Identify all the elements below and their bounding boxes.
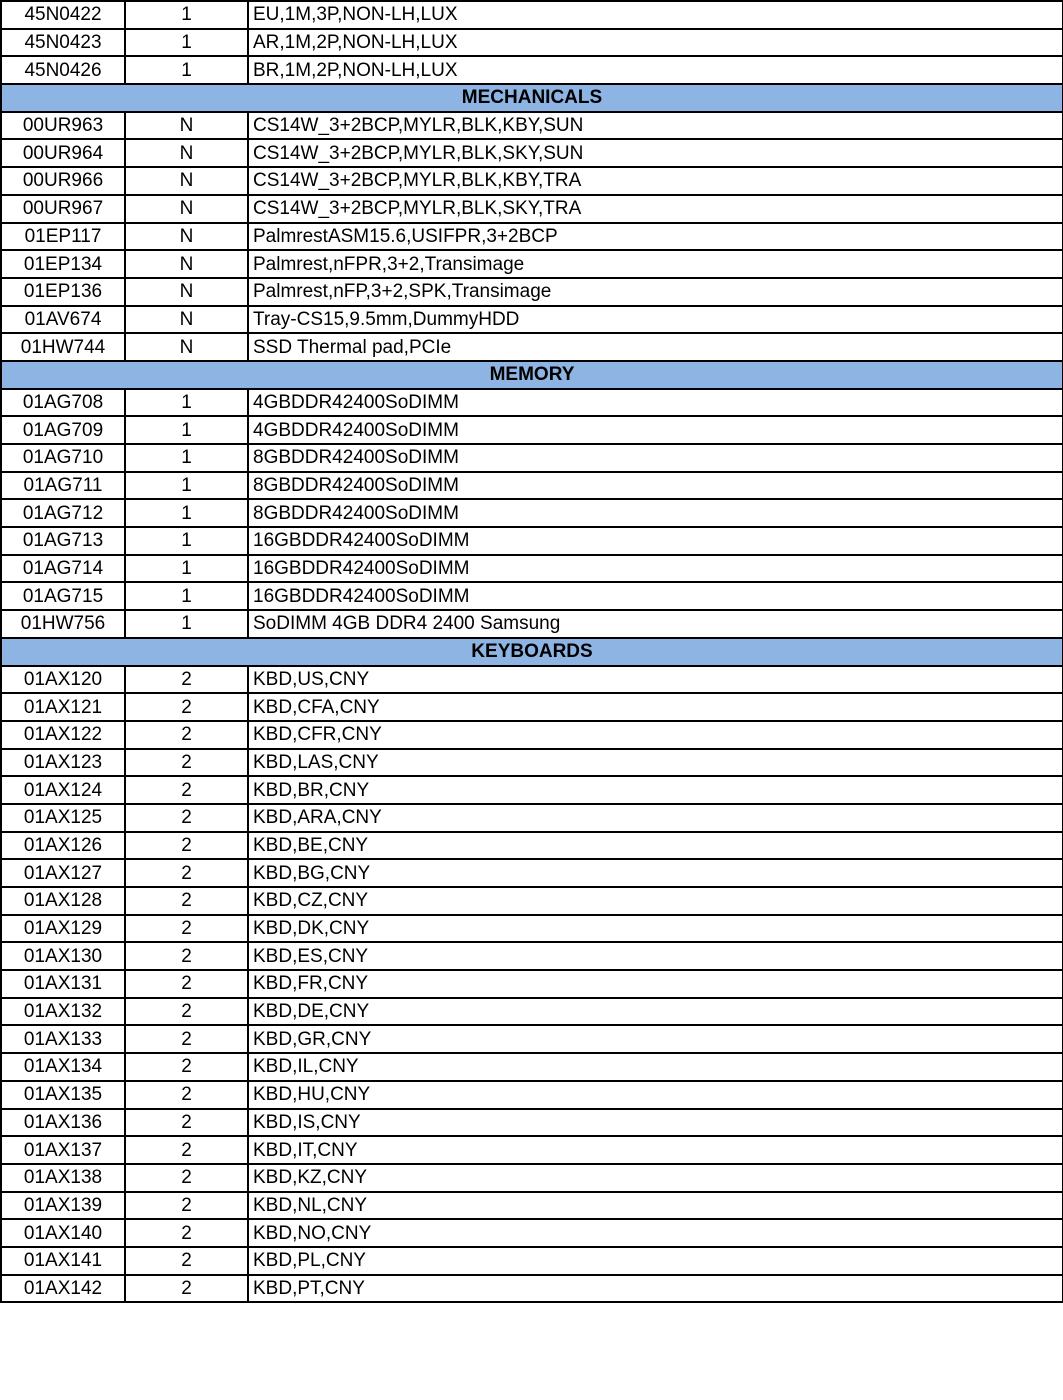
description-cell: SSD Thermal pad,PCIe [248,333,1063,361]
quantity-cell: 2 [125,776,248,804]
table-row [1,693,1063,721]
part-number-cell: 01HW744 [1,333,125,361]
quantity-cell: 2 [125,749,248,777]
quantity-cell: N [125,306,248,334]
part-number-cell: 00UR966 [1,167,125,195]
section-header-row [1,638,1063,666]
table-row [1,970,1063,998]
table-row [1,1,1063,29]
quantity-cell: 1 [125,527,248,555]
quantity-cell: 2 [125,887,248,915]
table-row [1,1275,1063,1303]
description-cell: Palmrest,nFPR,3+2,Transimage [248,250,1063,278]
table-row [1,278,1063,306]
description-cell: KBD,FR,CNY [248,970,1063,998]
table-row [1,666,1063,694]
part-number-cell: 01AX129 [1,915,125,943]
part-number-cell: 01AX138 [1,1164,125,1192]
quantity-cell: 1 [125,56,248,84]
parts-table-body [1,1,1063,1302]
description-cell: KBD,NO,CNY [248,1219,1063,1247]
part-number-cell: 01AX120 [1,666,125,694]
part-number-cell: 01AG709 [1,416,125,444]
table-row [1,195,1063,223]
description-cell: KBD,DK,CNY [248,915,1063,943]
description-cell: KBD,IT,CNY [248,1136,1063,1164]
description-cell: CS14W_3+2BCP,MYLR,BLK,KBY,TRA [248,167,1063,195]
table-row [1,389,1063,417]
table-row [1,1164,1063,1192]
description-cell: KBD,IL,CNY [248,1053,1063,1081]
quantity-cell: N [125,250,248,278]
part-number-cell: 45N0423 [1,29,125,57]
part-number-cell: 01AX140 [1,1219,125,1247]
part-number-cell: 01AX141 [1,1247,125,1275]
part-number-cell: 01HW756 [1,610,125,638]
table-row [1,1247,1063,1275]
description-cell: SoDIMM 4GB DDR4 2400 Samsung [248,610,1063,638]
part-number-cell: 45N0422 [1,1,125,29]
description-cell: 16GBDDR42400SoDIMM [248,555,1063,583]
table-row [1,1025,1063,1053]
table-row [1,859,1063,887]
table-row [1,499,1063,527]
quantity-cell: N [125,223,248,251]
quantity-cell: 2 [125,1136,248,1164]
description-cell: KBD,BE,CNY [248,832,1063,860]
quantity-cell: 2 [125,1192,248,1220]
table-row [1,250,1063,278]
table-row [1,582,1063,610]
part-number-cell: 01AX126 [1,832,125,860]
description-cell: KBD,LAS,CNY [248,749,1063,777]
part-number-cell: 01AX130 [1,942,125,970]
part-number-cell: 00UR964 [1,139,125,167]
table-row [1,998,1063,1026]
table-row [1,776,1063,804]
quantity-cell: 2 [125,970,248,998]
quantity-cell: 2 [125,832,248,860]
description-cell: KBD,BG,CNY [248,859,1063,887]
quantity-cell: N [125,333,248,361]
description-cell: 16GBDDR42400SoDIMM [248,527,1063,555]
part-number-cell: 01EP117 [1,223,125,251]
part-number-cell: 01AX127 [1,859,125,887]
part-number-cell: 01AX139 [1,1192,125,1220]
description-cell: 4GBDDR42400SoDIMM [248,389,1063,417]
table-row [1,832,1063,860]
part-number-cell: 01AX125 [1,804,125,832]
part-number-cell: 01AX133 [1,1025,125,1053]
quantity-cell: 1 [125,29,248,57]
quantity-cell: 2 [125,693,248,721]
description-cell: 8GBDDR42400SoDIMM [248,472,1063,500]
part-number-cell: 01AX135 [1,1081,125,1109]
quantity-cell: 2 [125,1219,248,1247]
quantity-cell: 1 [125,1,248,29]
part-number-cell: 01AX142 [1,1275,125,1303]
quantity-cell: N [125,112,248,140]
description-cell: KBD,ARA,CNY [248,804,1063,832]
description-cell: 8GBDDR42400SoDIMM [248,499,1063,527]
section-header: MEMORY [1,361,1063,389]
table-row [1,721,1063,749]
table-row [1,942,1063,970]
quantity-cell: 2 [125,1053,248,1081]
part-number-cell: 01AG711 [1,472,125,500]
quantity-cell: 2 [125,1275,248,1303]
description-cell: 8GBDDR42400SoDIMM [248,444,1063,472]
table-row [1,167,1063,195]
table-row [1,1053,1063,1081]
description-cell: 16GBDDR42400SoDIMM [248,582,1063,610]
quantity-cell: N [125,167,248,195]
table-row [1,1192,1063,1220]
section-header-row [1,84,1063,112]
part-number-cell: 01EP136 [1,278,125,306]
description-cell: KBD,CFR,CNY [248,721,1063,749]
part-number-cell: 01AG710 [1,444,125,472]
description-cell: KBD,GR,CNY [248,1025,1063,1053]
part-number-cell: 01EP134 [1,250,125,278]
quantity-cell: 2 [125,721,248,749]
section-header: KEYBOARDS [1,638,1063,666]
part-number-cell: 01AX123 [1,749,125,777]
description-cell: KBD,PT,CNY [248,1275,1063,1303]
quantity-cell: 1 [125,416,248,444]
table-row [1,1219,1063,1247]
quantity-cell: 2 [125,1247,248,1275]
description-cell: KBD,KZ,CNY [248,1164,1063,1192]
table-row [1,749,1063,777]
table-row [1,223,1063,251]
quantity-cell: 2 [125,666,248,694]
table-row [1,112,1063,140]
description-cell: CS14W_3+2BCP,MYLR,BLK,SKY,TRA [248,195,1063,223]
part-number-cell: 01AX131 [1,970,125,998]
quantity-cell: 2 [125,1081,248,1109]
description-cell: KBD,NL,CNY [248,1192,1063,1220]
quantity-cell: 2 [125,804,248,832]
quantity-cell: 2 [125,1164,248,1192]
table-row [1,1109,1063,1137]
quantity-cell: 2 [125,915,248,943]
description-cell: Tray-CS15,9.5mm,DummyHDD [248,306,1063,334]
table-row [1,1081,1063,1109]
description-cell: KBD,BR,CNY [248,776,1063,804]
part-number-cell: 01AV674 [1,306,125,334]
quantity-cell: N [125,278,248,306]
table-row [1,444,1063,472]
table-row [1,472,1063,500]
table-row [1,555,1063,583]
table-row [1,610,1063,638]
quantity-cell: 2 [125,998,248,1026]
quantity-cell: 1 [125,389,248,417]
quantity-cell: 1 [125,499,248,527]
part-number-cell: 01AX121 [1,693,125,721]
part-number-cell: 01AG713 [1,527,125,555]
description-cell: KBD,HU,CNY [248,1081,1063,1109]
quantity-cell: 2 [125,1025,248,1053]
part-number-cell: 01AX134 [1,1053,125,1081]
table-row [1,527,1063,555]
table-row [1,56,1063,84]
table-row [1,306,1063,334]
part-number-cell: 01AG714 [1,555,125,583]
part-number-cell: 01AG715 [1,582,125,610]
part-number-cell: 45N0426 [1,56,125,84]
part-number-cell: 00UR967 [1,195,125,223]
description-cell: KBD,IS,CNY [248,1109,1063,1137]
quantity-cell: 1 [125,610,248,638]
description-cell: CS14W_3+2BCP,MYLR,BLK,SKY,SUN [248,139,1063,167]
table-row [1,804,1063,832]
table-row [1,29,1063,57]
description-cell: EU,1M,3P,NON-LH,LUX [248,1,1063,29]
description-cell: 4GBDDR42400SoDIMM [248,416,1063,444]
quantity-cell: 1 [125,555,248,583]
description-cell: KBD,ES,CNY [248,942,1063,970]
quantity-cell: 2 [125,942,248,970]
table-row [1,416,1063,444]
quantity-cell: 1 [125,444,248,472]
quantity-cell: 2 [125,859,248,887]
part-number-cell: 00UR963 [1,112,125,140]
description-cell: PalmrestASM15.6,USIFPR,3+2BCP [248,223,1063,251]
quantity-cell: 1 [125,582,248,610]
part-number-cell: 01AX124 [1,776,125,804]
section-header-row [1,361,1063,389]
table-row [1,915,1063,943]
description-cell: KBD,PL,CNY [248,1247,1063,1275]
description-cell: KBD,CZ,CNY [248,887,1063,915]
description-cell: BR,1M,2P,NON-LH,LUX [248,56,1063,84]
description-cell: KBD,CFA,CNY [248,693,1063,721]
description-cell: KBD,DE,CNY [248,998,1063,1026]
part-number-cell: 01AG712 [1,499,125,527]
quantity-cell: N [125,139,248,167]
description-cell: AR,1M,2P,NON-LH,LUX [248,29,1063,57]
table-row [1,887,1063,915]
part-number-cell: 01AX137 [1,1136,125,1164]
description-cell: KBD,US,CNY [248,666,1063,694]
quantity-cell: 1 [125,472,248,500]
part-number-cell: 01AX128 [1,887,125,915]
quantity-cell: N [125,195,248,223]
description-cell: Palmrest,nFP,3+2,SPK,Transimage [248,278,1063,306]
description-cell: CS14W_3+2BCP,MYLR,BLK,KBY,SUN [248,112,1063,140]
quantity-cell: 2 [125,1109,248,1137]
part-number-cell: 01AG708 [1,389,125,417]
table-row [1,333,1063,361]
table-row [1,139,1063,167]
part-number-cell: 01AX132 [1,998,125,1026]
part-number-cell: 01AX122 [1,721,125,749]
table-row [1,1136,1063,1164]
section-header: MECHANICALS [1,84,1063,112]
part-number-cell: 01AX136 [1,1109,125,1137]
